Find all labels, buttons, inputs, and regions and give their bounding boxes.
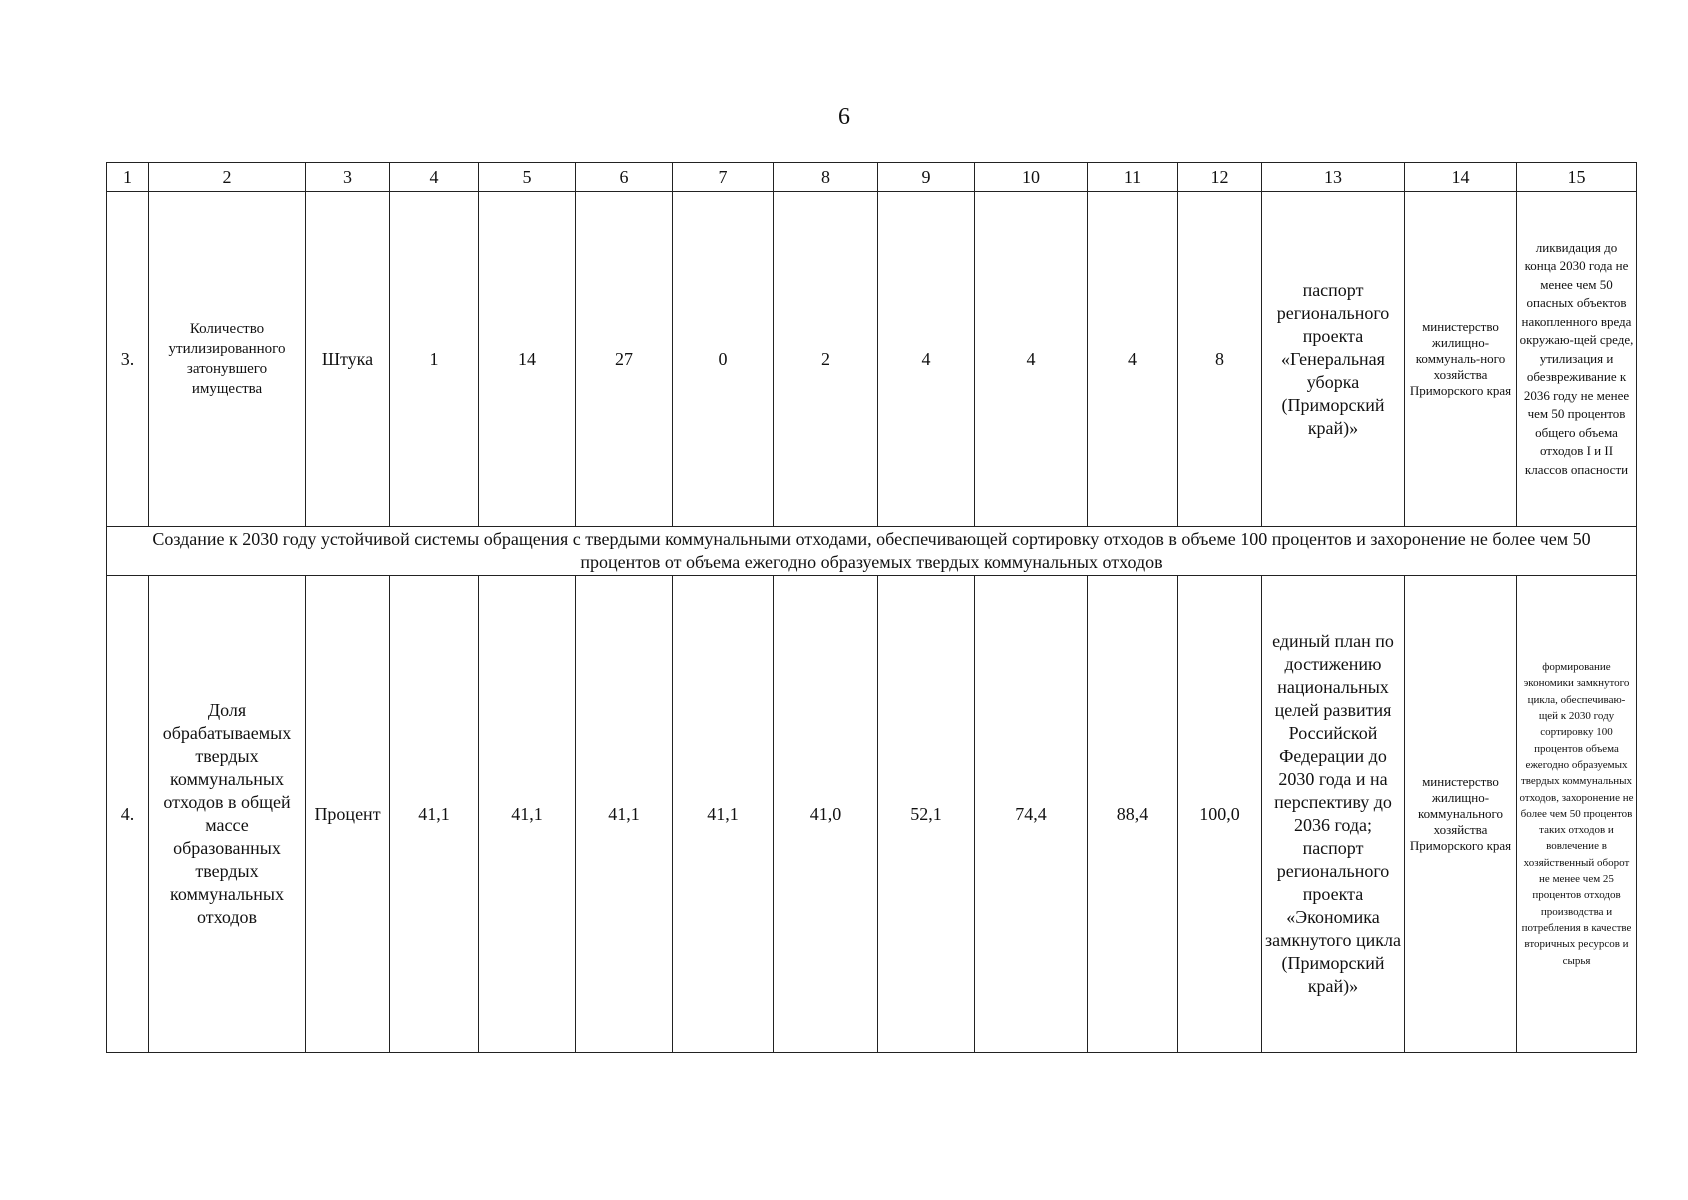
value-cell: 41,1 [576,576,673,1053]
value-cell: 27 [576,192,673,527]
value-cell: 41,1 [390,576,479,1053]
column-number: 4 [390,163,479,192]
column-number: 3 [306,163,390,192]
value-cell: 0 [673,192,774,527]
responsible-cell: министерство жилищно-коммуналь-ного хозяйства Приморского края [1405,192,1517,527]
value-cell: 52,1 [878,576,975,1053]
section-heading-row [107,527,1637,576]
column-number: 7 [673,163,774,192]
column-number: 14 [1405,163,1517,192]
result-cell: ликвидация до конца 2030 года не менее чем 50 опасных объектов накопленного вреда окружаю-щей среде, утилизация и обезвреживание к 2036 году не менее чем 50 процентов общего объема отходов I и II классов опасности [1517,192,1637,527]
row-number: 3. [107,192,149,527]
value-cell: 8 [1178,192,1262,527]
source-document-cell: паспорт регионального проекта «Генеральная уборка (Приморский край)» [1262,192,1405,527]
column-number: 11 [1088,163,1178,192]
result-cell: формирование экономики замкнутого цикла, обеспечиваю-щей к 2030 году сортировку 100 процентов объема ежегодно образуемых твердых коммунальных отходов, захоронение не более чем 50 процентов таких отходов и вовлечение в хозяйственный оборот не менее чем 25 процентов отходов производства и потребления в качестве вторичных ресурсов и сырья [1517,576,1637,1053]
column-number: 10 [975,163,1088,192]
column-number: 15 [1517,163,1637,192]
responsible-cell: министерство жилищно-коммунального хозяйства Приморского края [1405,576,1517,1053]
column-number: 9 [878,163,975,192]
column-number: 13 [1262,163,1405,192]
indicators-table [106,162,1637,1053]
row-number: 4. [107,576,149,1053]
table-row [107,192,1637,527]
value-cell: 2 [774,192,878,527]
indicator-name: Количество утилизированного затонувшего имущества [149,192,306,527]
source-document-cell: единый план по достижению национальных целей развития Российской Федерации до 2030 года и на перспективу до 2036 года; паспорт регионального проекта «Экономика замкнутого цикла (Приморский край)» [1262,576,1405,1053]
value-cell: 88,4 [1088,576,1178,1053]
column-number: 2 [149,163,306,192]
column-number: 5 [479,163,576,192]
value-cell: 74,4 [975,576,1088,1053]
value-cell: 4 [975,192,1088,527]
value-cell: 14 [479,192,576,527]
column-number: 1 [107,163,149,192]
section-heading: Создание к 2030 году устойчивой системы обращения с твердыми коммунальными отходами, обеспечивающей сортировку отходов в объеме 100 процентов и захоронение не более чем 50 процентов от объема ежегодно образуемых твердых коммунальных отходов [107,527,1637,576]
value-cell: 41,1 [673,576,774,1053]
page-number: 6 [838,104,850,130]
column-number: 12 [1178,163,1262,192]
column-number: 8 [774,163,878,192]
table-row [107,576,1637,1053]
value-cell: 1 [390,192,479,527]
column-number: 6 [576,163,673,192]
value-cell: 41,1 [479,576,576,1053]
unit-cell: Штука [306,192,390,527]
value-cell: 4 [1088,192,1178,527]
column-numbers-row [107,163,1637,192]
value-cell: 4 [878,192,975,527]
unit-cell: Процент [306,576,390,1053]
indicator-name: Доля обрабатываемых твердых коммунальных отходов в общей массе образованных твердых коммунальных отходов [149,576,306,1053]
value-cell: 100,0 [1178,576,1262,1053]
value-cell: 41,0 [774,576,878,1053]
